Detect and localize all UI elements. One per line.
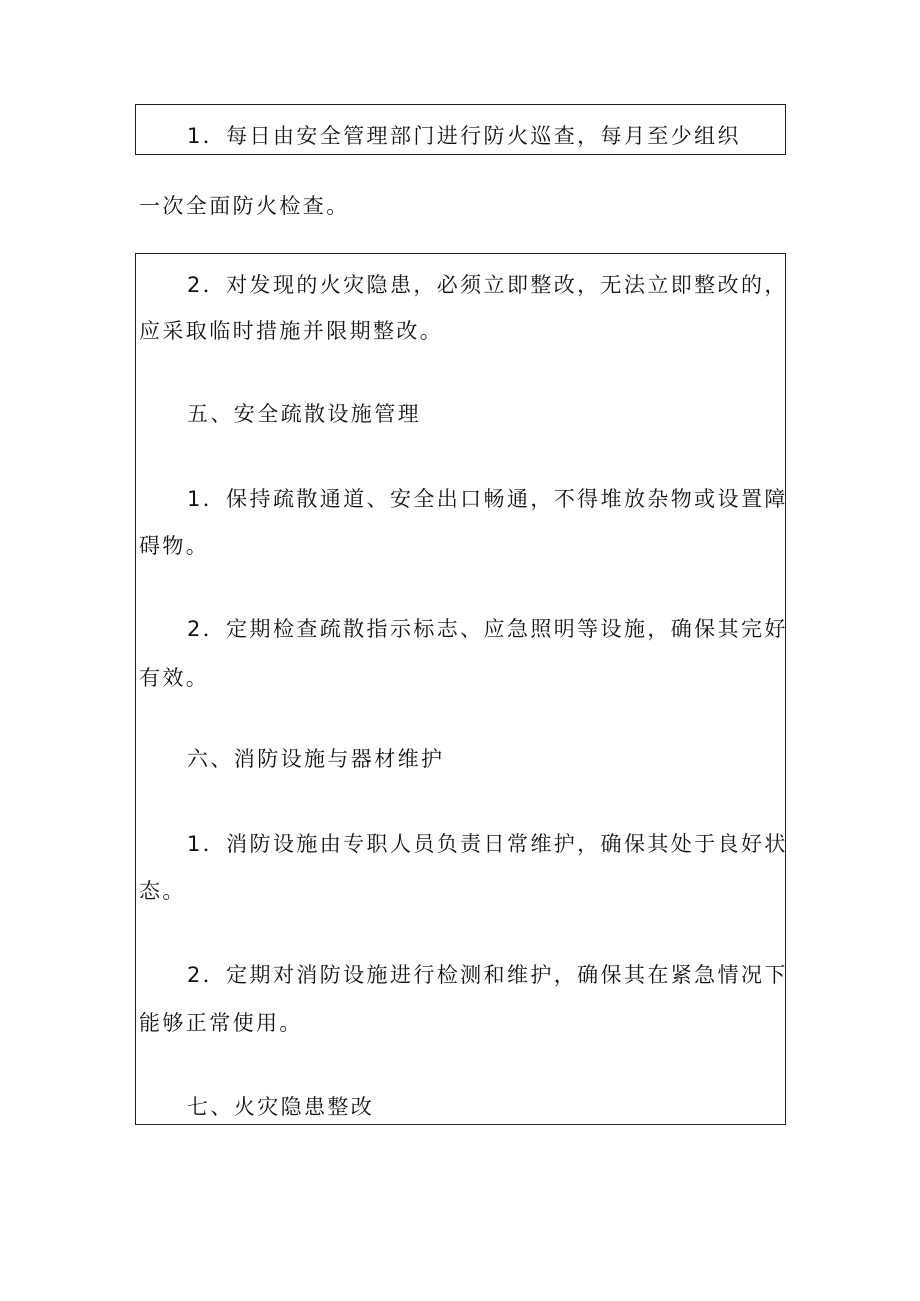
section-heading-7: 七、火灾隐患整改	[187, 1095, 375, 1119]
paragraph-1-line-2: 应采取临时措施并限期整改。	[139, 319, 444, 343]
text-box-2	[135, 253, 786, 1125]
paragraph-2-line-1: 1．保持疏散通道、安全出口畅通，不得堆放杂物或设置障	[187, 487, 788, 511]
section-heading-6: 六、消防设施与器材维护	[187, 747, 445, 771]
section-heading-5: 五、安全疏散设施管理	[187, 402, 421, 426]
paragraph-2-line-2: 碍物。	[139, 534, 210, 558]
paragraph-3-line-2: 有效。	[139, 666, 210, 690]
paragraph-5-line-1: 2．定期对消防设施进行检测和维护，确保其在紧急情况下	[187, 963, 788, 987]
box1-line-1: 1．每日由安全管理部门进行防火巡查，每月至少组织	[187, 124, 741, 148]
outside-text-line: 一次全面防火检查。	[139, 194, 350, 218]
paragraph-1-line-1: 2．对发现的火灾隐患，必须立即整改，无法立即整改的，	[187, 273, 788, 297]
paragraph-4-line-1: 1．消防设施由专职人员负责日常维护，确保其处于良好状	[187, 832, 788, 856]
paragraph-4-line-2: 态。	[139, 879, 186, 903]
paragraph-5-line-2: 能够正常使用。	[139, 1011, 303, 1035]
paragraph-3-line-1: 2．定期检查疏散指示标志、应急照明等设施，确保其完好	[187, 617, 788, 641]
